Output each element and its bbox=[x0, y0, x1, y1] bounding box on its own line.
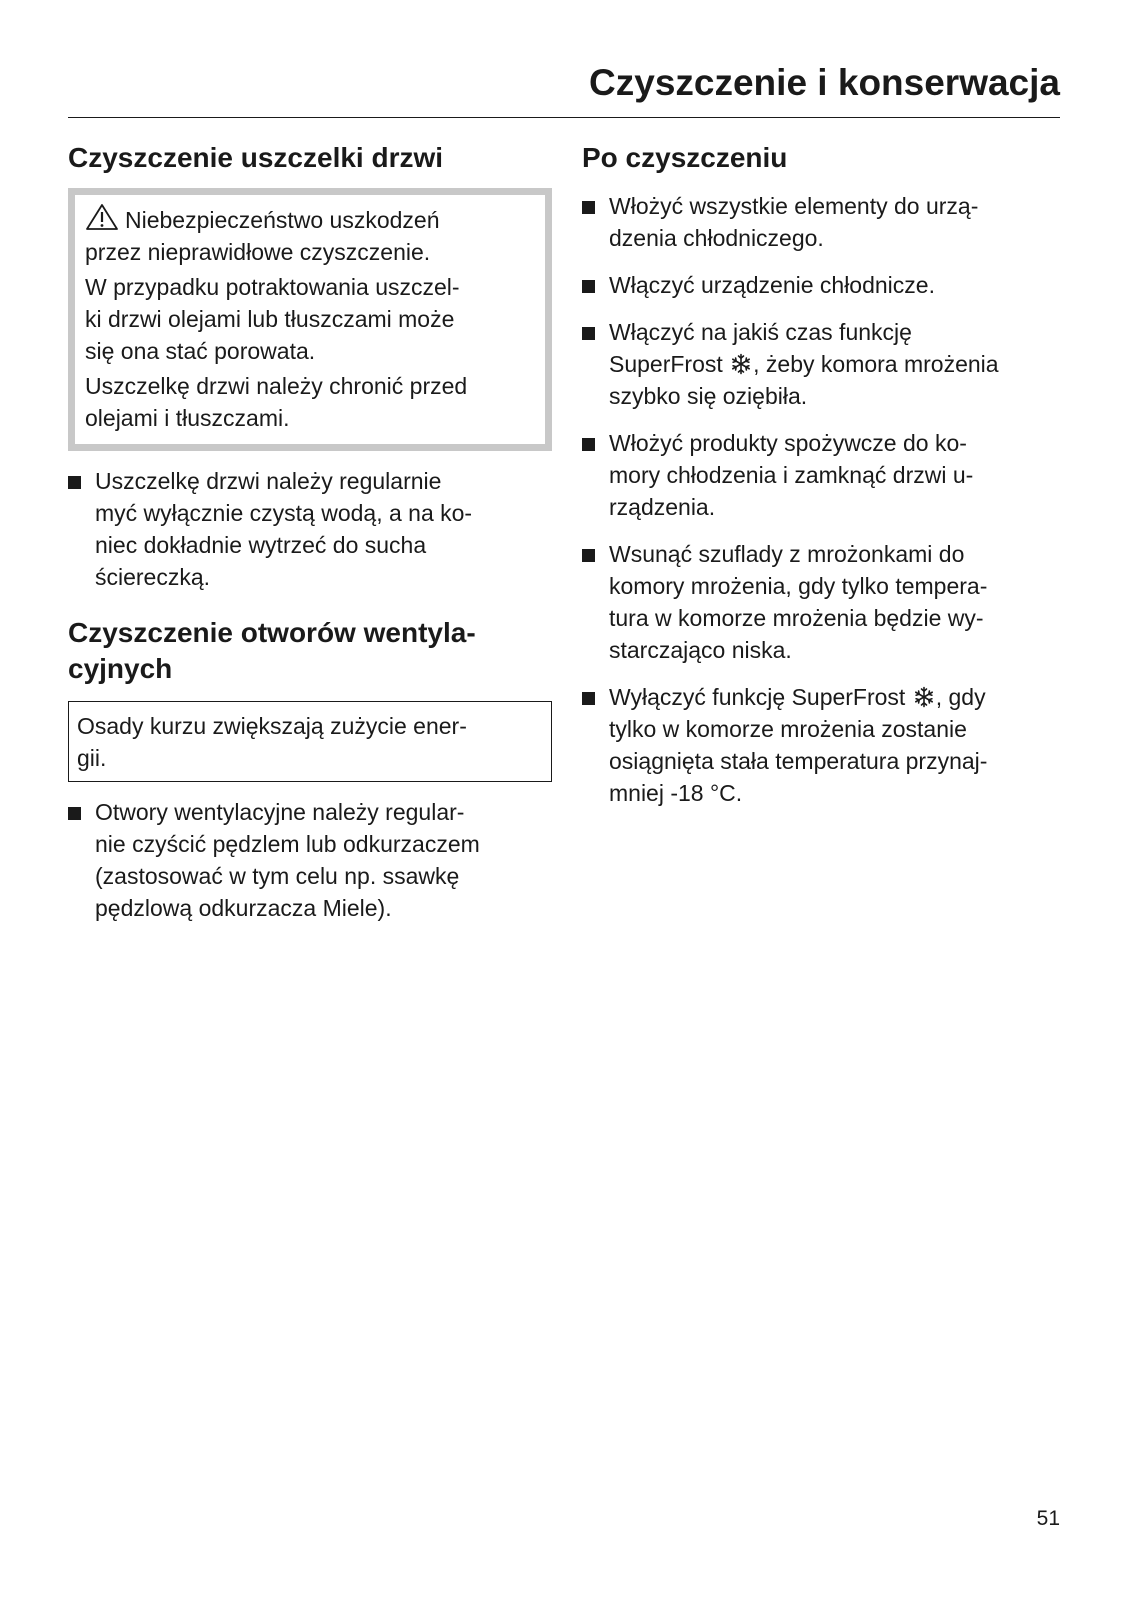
warning-text-2: Uszczelkę drzwi należy chronić przed olejami i tłuszczami. bbox=[85, 373, 468, 431]
warning-title: Niebezpieczeństwo uszkodzeń bbox=[125, 207, 440, 233]
list-item: Uszczelkę drzwi należy regularnie myć wyłącznie czystą wodą, a na ko- niec dokładnie wytrzeć do sucha ściereczką. bbox=[68, 465, 552, 593]
warning-title-cont: przez nieprawidłowe czyszczenie. bbox=[85, 239, 431, 265]
bullet-square bbox=[68, 476, 81, 489]
list-item: Wyłączyć funkcję SuperFrost , gdy tylko w komorze mrożenia zostanie osiągnięta stała temperatura przynaj- mniej -18 °C. bbox=[582, 681, 1060, 809]
section-heading-door-seal: Czyszczenie uszczelki drzwi bbox=[68, 142, 444, 173]
warning-triangle-icon bbox=[85, 203, 119, 231]
warning-box bbox=[68, 188, 552, 451]
snowflake-icon bbox=[730, 353, 752, 375]
bullet-square bbox=[68, 807, 81, 820]
note-box: Osady kurzu zwiększają zużycie ener- gii. bbox=[68, 701, 552, 782]
bullet-square bbox=[582, 201, 595, 214]
after-cleaning-list bbox=[582, 190, 1060, 809]
header-divider bbox=[68, 117, 1060, 118]
list-item: Włączyć urządzenie chłodnicze. bbox=[582, 269, 1060, 301]
door-seal-list bbox=[68, 465, 552, 593]
list-item: Wsunąć szuflady z mrożonkami do komory mrożenia, gdy tylko tempera- tura w komorze mrożenia będzie wy- starczająco niska. bbox=[582, 538, 1060, 666]
page-number: 51 bbox=[1036, 1507, 1060, 1530]
section-heading-after-cleaning: Po czyszczeniu bbox=[582, 142, 788, 173]
bullet-square bbox=[582, 280, 595, 293]
list-item: Włączyć na jakiś czas funkcję SuperFrost , żeby komora mrożenia szybko się oziębiła. bbox=[582, 316, 1060, 412]
right-column bbox=[582, 140, 1060, 809]
bullet-square bbox=[582, 327, 595, 340]
list-item: Otwory wentylacyjne należy regular- nie czyścić pędzlem lub odkurzaczem (zastosować w tym celu np. ssawkę pędzlową odkurzacza Miele). bbox=[68, 796, 552, 924]
section-heading-vents: Czyszczenie otworów wentyla- cyjnych bbox=[68, 617, 476, 684]
warning-text-1: W przypadku potraktowania uszczel- ki drzwi olejami lub tłuszczami może się ona stać porowata. bbox=[85, 274, 460, 364]
list-item: Włożyć wszystkie elementy do urzą- dzenia chłodniczego. bbox=[582, 190, 1060, 254]
vents-list bbox=[68, 796, 552, 924]
page-title: Czyszczenie i konserwacja bbox=[589, 62, 1060, 103]
bullet-square bbox=[582, 549, 595, 562]
snowflake-icon bbox=[913, 686, 935, 708]
left-column bbox=[68, 140, 552, 924]
bullet-square bbox=[582, 438, 595, 451]
bullet-square bbox=[582, 692, 595, 705]
list-item: Włożyć produkty spożywcze do ko- mory chłodzenia i zamknąć drzwi u- rządzenia. bbox=[582, 427, 1060, 523]
